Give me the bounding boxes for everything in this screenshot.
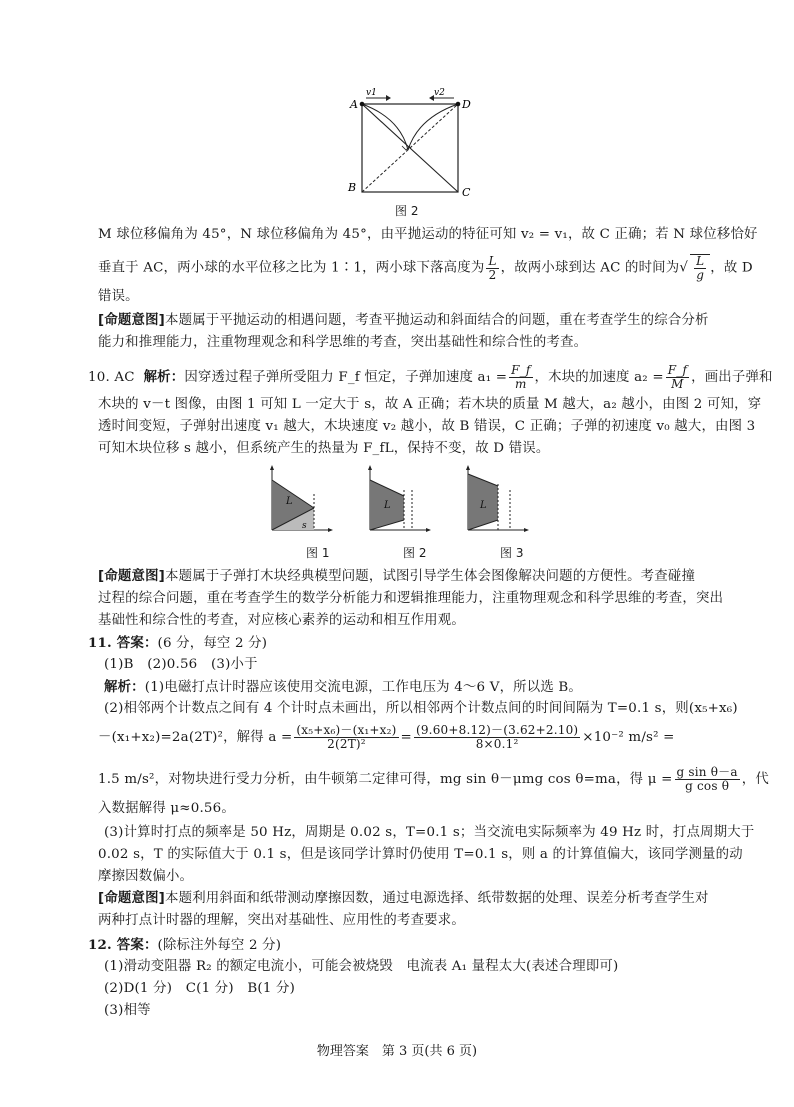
q10-intent-1: [命题意图]本题属于子弹打木块经典模型问题，试图引导学生体会图像解决问题的方便性。考查碰撞 [98, 569, 696, 584]
q9-line2c: ，故 D [710, 260, 753, 276]
q10-line4: 可知木块位移 s 越小，但系统产生的热量为 F_fL，保持不变，故 D 错误。 [98, 441, 550, 456]
q11-p3: －(x₁+x₂)=2a(2T)²，解得 a = $\frac{\text{(x₅+x₆)－(x₁+x₂)}}{\text{2(2T)²}}$ = $\frac{(9.60+8.12)-(3.62+2.10)}{\text{8×0.1²}}$ ×10⁻² m/s² = [98, 723, 675, 751]
label-D: D [462, 98, 471, 111]
sqrt-sign: √ [679, 260, 689, 276]
svg-text:L: L [384, 500, 391, 511]
q12-a2: (2)D(1 分) C(1 分) B(1 分) [104, 981, 296, 996]
label-B: B [348, 181, 357, 194]
q11-intent-2: 两种打点计时器的理解，突出对基础性、应用性的考查要求。 [98, 913, 465, 928]
q11-intent-1: [命题意图]本题利用斜面和纸带测动摩擦因数，通过电源选择、纸带数据的处理、误差分析考查学生对 [98, 891, 709, 906]
caption-fig3: 图 3 [500, 546, 524, 560]
label-v2: v2 [434, 88, 445, 98]
q11-answer: (1)B (2)0.56 (3)小于 [104, 657, 258, 672]
caption-fig2: 图 2 [403, 546, 427, 560]
q12-header: 12. 答案：(除标注外每空 2 分) [88, 937, 282, 953]
label-C: C [462, 186, 471, 199]
q9-line2 [98, 253, 753, 282]
q12-a3: (3)相等 [104, 1003, 151, 1018]
q9-line3: 错误。 [98, 289, 139, 304]
page-footer: 物理答案 第 3 页(共 6 页) [316, 1044, 478, 1059]
q9-line2b: ，故两小球到达 AC 的时间为 [500, 260, 680, 276]
q9-intent-1: [命题意图]本题属于平抛运动的相遇问题，考查平抛运动和斜面结合的问题，重在考查学生的综合分析 [98, 313, 709, 328]
svg-text:L: L [286, 496, 293, 507]
intent-tag: [命题意图] [98, 313, 166, 328]
q11-p4: 1.5 m/s²，对物块进行受力分析，由牛顿第二定律可得，mg sin θ－μmg cos θ=ma，得 μ = $\frac{\text{g sin θ－a}}{\text{g cos θ}}$ ，代 [98, 765, 769, 793]
q10-line3: 透时间变短，子弹射出速度 v₁ 越大，木块速度 v₂ 越小，故 B 错误，C 正确；子弹的初速度 v₀ 越大，由图 3 [98, 419, 756, 434]
question-number: 10. AC [88, 370, 135, 385]
label-A: A [350, 98, 358, 111]
q9-line1: M 球位移偏角为 45°，N 球位移偏角为 45°，由平抛运动的特征可知 v₂ = v₁，故 C 正确；若 N 球位移恰好 [98, 227, 758, 242]
svg-text:s: s [302, 521, 307, 531]
q11-p7: 0.02 s，T 的实际值大于 0.1 s，但是该同学计算时仍使用 T=0.1 s，则 a 的计算值偏大，该同学测量的动 [98, 847, 743, 862]
q10-intent-2: 过程的综合问题，重在考查学生的数学分析能力和逻辑推理能力，注重物理观念和科学思维的考查，突出 [98, 591, 724, 606]
sqrt-body: $\frac{L}{g}$ [690, 254, 710, 282]
q11-p6: (3)计算时打点的频率是 50 Hz，周期是 0.02 s，T=0.1 s；当交流电实际频率为 49 Hz 时，打点周期大于 [104, 825, 755, 840]
q11-p5: 入数据解得 μ≈0.56。 [98, 801, 235, 816]
fraction: $\frac{L}{2}$ [488, 253, 497, 282]
square-diagram [330, 88, 480, 213]
q12-a1: (1)滑动变阻器 R₂ 的额定电流小，可能会被烧毁 电流表 A₁ 量程太大(表述合理即可) [104, 959, 619, 974]
q10-line1: 10. AC 解析：因穿透过程子弹所受阻力 F_f 恒定，子弹加速度 a₁ = $\frac{F\_f}{m}$ ，木块的加速度 a₂ = $\frac{F\_f}{M}$ ，画出子弹和 [88, 363, 773, 391]
q9-line2a: 垂直于 AC，两小球的水平位移之比为 1∶1，两小球下落高度为 [98, 260, 485, 276]
q10-intent-3: 基础性和综合性的考查，对应核心素养的运动和相互作用观。 [98, 613, 465, 628]
q10-line2: 木块的 v－t 图像，由图 1 可知 L 一定大于 s，故 A 正确；若木块的质量 M 越大，a₂ 越小，由图 2 可知，穿 [98, 397, 762, 412]
q11-header: 11. 答案：(6 分，每空 2 分) [88, 635, 268, 651]
q11-p1: 解析：(1)电磁打点计时器应该使用交流电源，工作电压为 4～6 V，所以选 B。 [104, 679, 583, 695]
caption-fig1: 图 1 [306, 546, 330, 560]
q11-p8: 摩擦因数偏小。 [98, 869, 194, 884]
vt-graph-1 [262, 464, 334, 536]
svg-text:L: L [480, 500, 487, 511]
q11-p2: (2)相邻两个计数点之间有 4 个计时点未画出，所以相邻两个计数点间的时间间隔为 T=0.1 s，则(x₅+x₆) [104, 701, 738, 716]
vt-graph-2 [360, 464, 432, 536]
vt-graph-3 [458, 464, 530, 536]
figure-caption: 图 2 [395, 204, 419, 218]
q9-intent-2: 能力和推理能力，注重物理观念和科学思维的考查，突出基础性和综合性的考查。 [98, 335, 588, 350]
label-v1: v1 [366, 88, 377, 98]
